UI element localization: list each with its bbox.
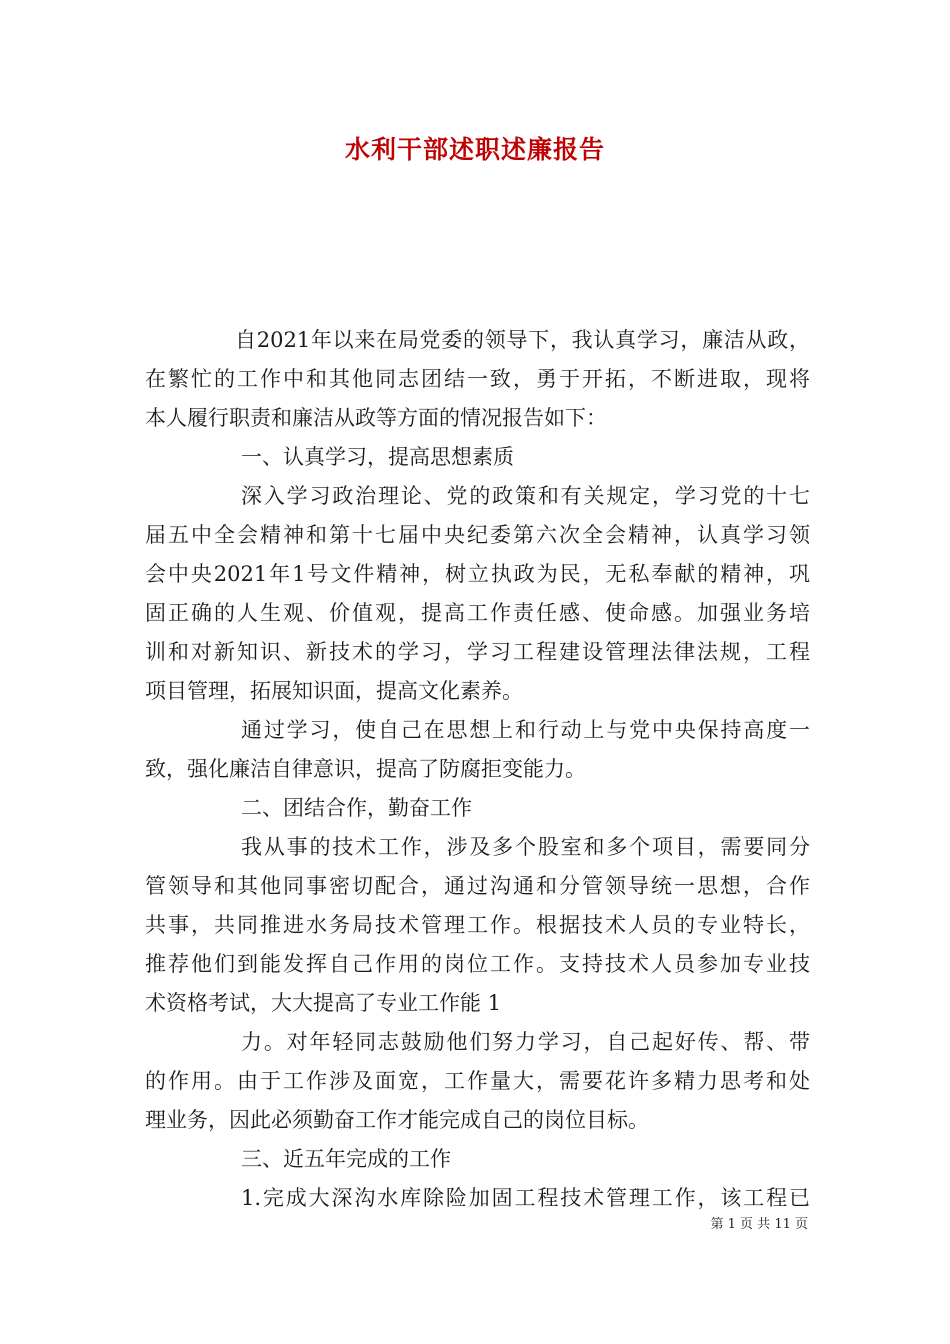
body-line: 本人履行职责和廉洁从政等方面的情况报告如下： — [145, 406, 607, 430]
body-line: 的作用。由于工作涉及面宽，工作量大，需要花许多精力思考和处 — [145, 1069, 810, 1093]
section-heading: 二、团结合作，勤奋工作 — [241, 796, 472, 820]
body-line: 推荐他们到能发挥自己作用的岗位工作。支持技术人员参加专业技 — [145, 952, 810, 976]
body-line: 术资格考试，大大提高了专业工作能 1 — [145, 991, 502, 1015]
body-line: 项目管理，拓展知识面，提高文化素养。 — [145, 679, 523, 703]
body-line: 共事，共同推进水务局技术管理工作。根据技术人员的专业特长， — [145, 913, 810, 937]
section-heading: 三、近五年完成的工作 — [241, 1147, 451, 1171]
body-line: 通过学习，使自己在思想上和行动上与党中央保持高度一 — [241, 718, 810, 742]
body-line: 理业务，因此必须勤奋工作才能完成自己的岗位目标。 — [145, 1108, 649, 1132]
body-line: 固正确的人生观、价值观，提高工作责任感、使命感。加强业务培 — [145, 601, 810, 625]
body-line: 深入学习政治理论、党的政策和有关规定，学习党的十七 — [241, 484, 810, 508]
document-body — [145, 321, 810, 1218]
body-line: 致，强化廉洁自律意识，提高了防腐拒变能力。 — [145, 757, 586, 781]
page-number: 第 1 页 共 11 页 — [710, 1217, 808, 1232]
body-line: 自2021年以来在局党委的领导下，我认真学习，廉洁从政， — [235, 328, 810, 352]
document-title: 水利干部述职述廉报告 — [344, 135, 605, 164]
body-line: 在繁忙的工作中和其他同志团结一致，勇于开拓，不断进取，现将 — [145, 367, 810, 391]
body-line: 我从事的技术工作，涉及多个股室和多个项目，需要同分 — [241, 835, 810, 859]
body-line: 届五中全会精神和第十七届中央纪委第六次全会精神，认真学习领 — [145, 523, 810, 547]
section-heading: 一、认真学习，提高思想素质 — [241, 445, 514, 469]
body-line: 会中央2021年1号文件精神，树立执政为民，无私奉献的精神，巩 — [145, 562, 810, 586]
body-line: 力。对年轻同志鼓励他们努力学习，自己起好传、帮、带 — [241, 1030, 810, 1054]
body-line: 训和对新知识、新技术的学习，学习工程建设管理法律法规，工程 — [145, 640, 810, 664]
body-line: 1.完成大深沟水库除险加固工程技术管理工作，该工程已 — [241, 1186, 810, 1210]
body-line: 管领导和其他同事密切配合，通过沟通和分管领导统一思想，合作 — [145, 874, 810, 898]
